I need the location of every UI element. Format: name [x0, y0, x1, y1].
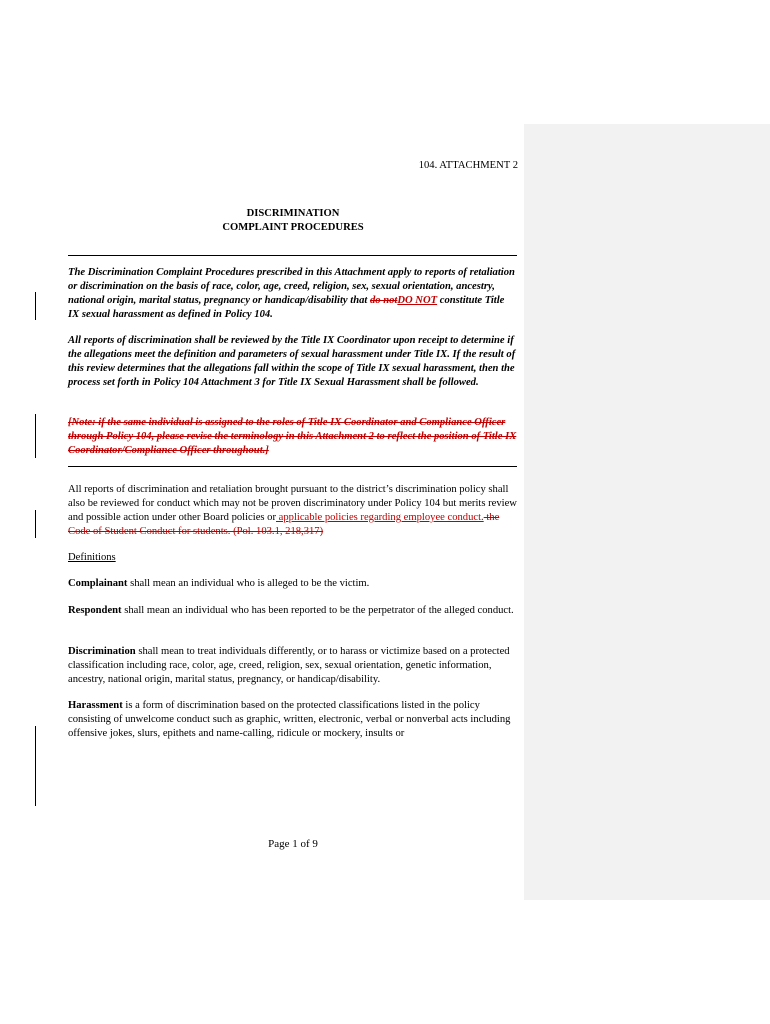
def-harassment: is a form of discrimination based on the protected classifications listed in the policy consisting of unwelcome conduct such as graphic, written, electronic, verbal or nonverbal acts including offensive jokes, slurs, epithets and name-calling, ridicule or mockery, insults or — [68, 700, 511, 739]
document-title-line2: COMPLAINT PROCEDURES — [222, 222, 364, 233]
change-bar — [35, 292, 36, 320]
term-complainant: Complainant — [68, 578, 128, 589]
intro-divider — [68, 466, 517, 467]
definition-discrimination — [68, 645, 518, 687]
intro-paragraph-2: All reports of discrimination shall be reviewed by the Title IX Coordinator upon receipt to determine if the allegations meet the definition and parameters of sexual harassment under Title IX. If the result of this review determines that the allegations fall within the scope of Title IX sexual harassment, then the process set forth in Policy 104 Attachment 3 for Title IX Sexual Harassment shall be followed. — [68, 335, 516, 388]
inserted-text: DO NOT — [397, 295, 438, 306]
definition-respondent — [68, 604, 518, 618]
deleted-text: do not — [369, 295, 398, 306]
def-discrimination: shall mean to treat individuals differently, or to harass or victimize based on a protected classification including race, color, age, creed, religion, sex, sexual orientation, genetic information, ancestry, national origin, marital status, pregnancy, or handicap/disability. — [68, 646, 510, 685]
comments-panel — [524, 124, 770, 900]
inserted-text: applicable policies regarding employee conduct. — [276, 512, 484, 523]
term-respondent: Respondent — [68, 605, 122, 616]
intro-paragraph-1 — [68, 266, 518, 322]
intro-p1-text: The Discrimination Complaint Procedures prescribed in this Attachment apply to reports of retaliation or discrimination on the basis of race, color, age, creed, religion, sex, sexual orientation, ancestry, national origin, marital status, pregnancy or handicap/disability that — [68, 267, 515, 306]
title-divider — [68, 255, 517, 256]
change-bar — [35, 726, 36, 806]
definitions-heading: Definitions — [68, 552, 116, 563]
change-bar — [35, 510, 36, 538]
intro-p1-end: constitute Title IX sexual harassment as defined in Policy 104. — [68, 295, 505, 320]
page-number: Page 1 of 9 — [268, 838, 318, 850]
attachment-header: 104. ATTACHMENT 2 — [418, 160, 518, 171]
term-discrimination: Discrimination — [68, 646, 136, 657]
deleted-text: the Code of Student Conduct for students. (Pol. 103.1, 218,317) — [68, 512, 500, 537]
change-bar — [35, 414, 36, 458]
def-respondent: shall mean an individual who has been reported to be the perpetrator of the alleged conduct. — [121, 605, 514, 616]
definition-complainant — [68, 577, 518, 591]
body-p1-text: All reports of discrimination and retaliation brought pursuant to the district’s discrimination policy shall also be reviewed for conduct which may not be proven discriminatory under Policy 104 but merits review and possible action under other Board policies or — [68, 484, 517, 523]
body-paragraph-1 — [68, 483, 518, 539]
document-title-line1: DISCRIMINATION — [246, 208, 340, 219]
term-harassment: Harassment — [68, 700, 123, 711]
deleted-note: [Note: if the same individual is assigned to the roles of Title IX Coordinator and Compliance Officer through Policy 104, please revise the terminology in this Attachment 2 to reflect the position of Title IX Coordinator/Compliance Officer throughout.] — [68, 417, 517, 456]
definition-harassment — [68, 699, 518, 741]
def-complainant: shall mean an individual who is alleged to be the victim. — [127, 578, 370, 589]
